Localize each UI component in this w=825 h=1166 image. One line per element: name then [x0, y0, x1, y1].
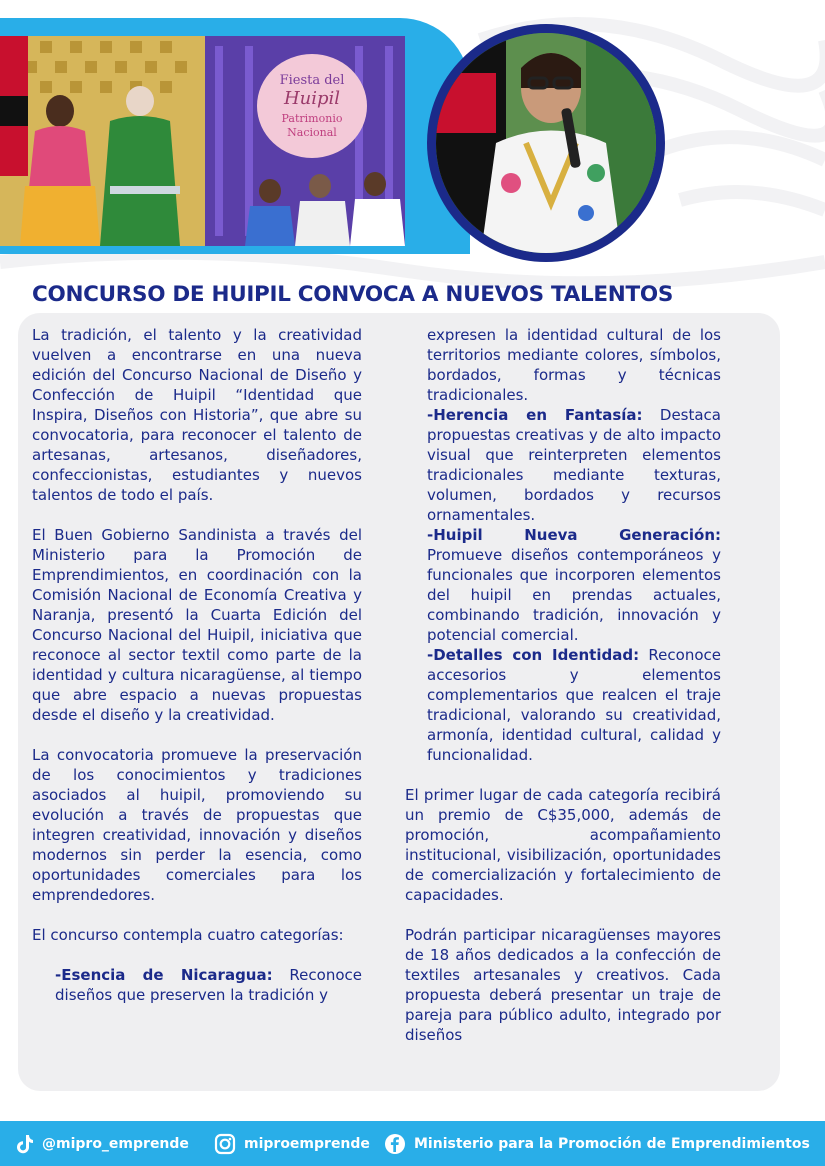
sign-line-3: Patrimonio	[281, 112, 343, 125]
category-detalles-title: -Detalles con Identidad:	[427, 646, 640, 664]
paragraph-intro: La tradición, el talento y la creatividad vuelven a encontrarse en una nueva edición del Concurso Nacional de Diseño y Confección de Huipil “Identidad que Inspira, Diseños con Historia”, que abre su convocatoria, para reconocer el talento de artesanas, artesanos, diseñadores, confeccionistas, estudiantes y nuevos talentos de todo el país.	[32, 326, 362, 504]
paragraph-categories-intro: El concurso contempla cuatro categorías:	[32, 926, 344, 944]
article-right-column	[405, 325, 721, 1045]
sign-line-2: Huipil	[283, 88, 341, 109]
sign-line-1: Fiesta del	[279, 73, 345, 88]
article-left-column	[32, 325, 362, 1005]
social-footer	[0, 1121, 825, 1166]
footer-instagram[interactable]	[214, 1121, 370, 1166]
category-esencia	[32, 965, 362, 1005]
instagram-handle: miproemprende	[244, 1135, 370, 1152]
footer-facebook[interactable]	[384, 1121, 810, 1166]
facebook-page-name: Ministerio para la Promoción de Emprendimientos	[414, 1135, 810, 1152]
instagram-icon	[214, 1133, 236, 1155]
event-photo	[0, 36, 405, 246]
category-herencia	[405, 405, 721, 525]
category-esencia-text: Reconoce diseños que preserven la tradición y	[55, 966, 362, 1004]
paragraph-participants: Podrán participar nicaragüenses mayores de 18 años dedicados a la confección de textiles artesanales y creativos. Cada propuesta deberá presentar un traje de pareja para público adulto, integrado por diseños	[405, 926, 721, 1044]
category-herencia-text: Destaca propuestas creativas y de alto impacto visual que reinterpreten elementos tradicionales mediante texturas, volumen, bordados y recursos ornamentales.	[427, 406, 721, 524]
paragraph-convocatoria: La convocatoria promueve la preservación de los conocimientos y tradiciones asociados al huipil, promoviendo su evolución a través de propuestas que integren creatividad, innovación y diseños modernos sin perder la esencia, como oportunidades comerciales para los emprendedores.	[32, 746, 362, 904]
tiktok-handle: @mipro_emprende	[42, 1135, 189, 1152]
facebook-icon	[384, 1133, 406, 1155]
article-headline: CONCURSO DE HUIPIL CONVOCA A NUEVOS TALENTOS	[32, 282, 674, 307]
category-esencia-title: -Esencia de Nicaragua:	[55, 966, 273, 984]
category-herencia-title: -Herencia en Fantasía:	[427, 406, 643, 424]
speaker-portrait	[436, 33, 656, 253]
sign-line-4: Nacional	[287, 126, 337, 139]
category-nueva-generacion-title: -Huipil Nueva Generación:	[427, 526, 721, 544]
paragraph-prize: El primer lugar de cada categoría recibirá un premio de C$35,000, además de promoción, acompañamiento institucional, visibilización, oportunidades de comercialización y fortalecimiento de capacidades.	[405, 786, 721, 904]
tiktok-icon	[16, 1134, 34, 1154]
paragraph-government: El Buen Gobierno Sandinista a través del Ministerio para la Promoción de Emprendimientos, en coordinación con la Comisión Nacional de Economía Creativa y Naranja, presentó la Cuarta Edición del Concurso Nacional del Huipil, iniciativa que reconoce al sector textil como parte de la identidad y cultura nicaragüense, al tiempo que abre espacio a nuevas propuestas desde el diseño y la creatividad.	[32, 526, 362, 724]
category-nueva-generacion-text: Promueve diseños contemporáneos y funcionales que incorporen elementos del huipil en prendas actuales, combinando tradición, innovación y potencial comercial.	[427, 546, 721, 644]
category-detalles-text: Reconoce accesorios y elementos complementarios que realcen el traje tradicional, valorando su creatividad, armonía, identidad cultural, calidad y funcionalidad.	[427, 646, 721, 764]
category-detalles	[405, 645, 721, 765]
footer-tiktok[interactable]	[16, 1121, 189, 1166]
category-nueva-generacion	[405, 525, 721, 645]
category-esencia-continued: expresen la identidad cultural de los territorios mediante colores, símbolos, bordados, formas y técnicas tradicionales.	[427, 326, 721, 404]
